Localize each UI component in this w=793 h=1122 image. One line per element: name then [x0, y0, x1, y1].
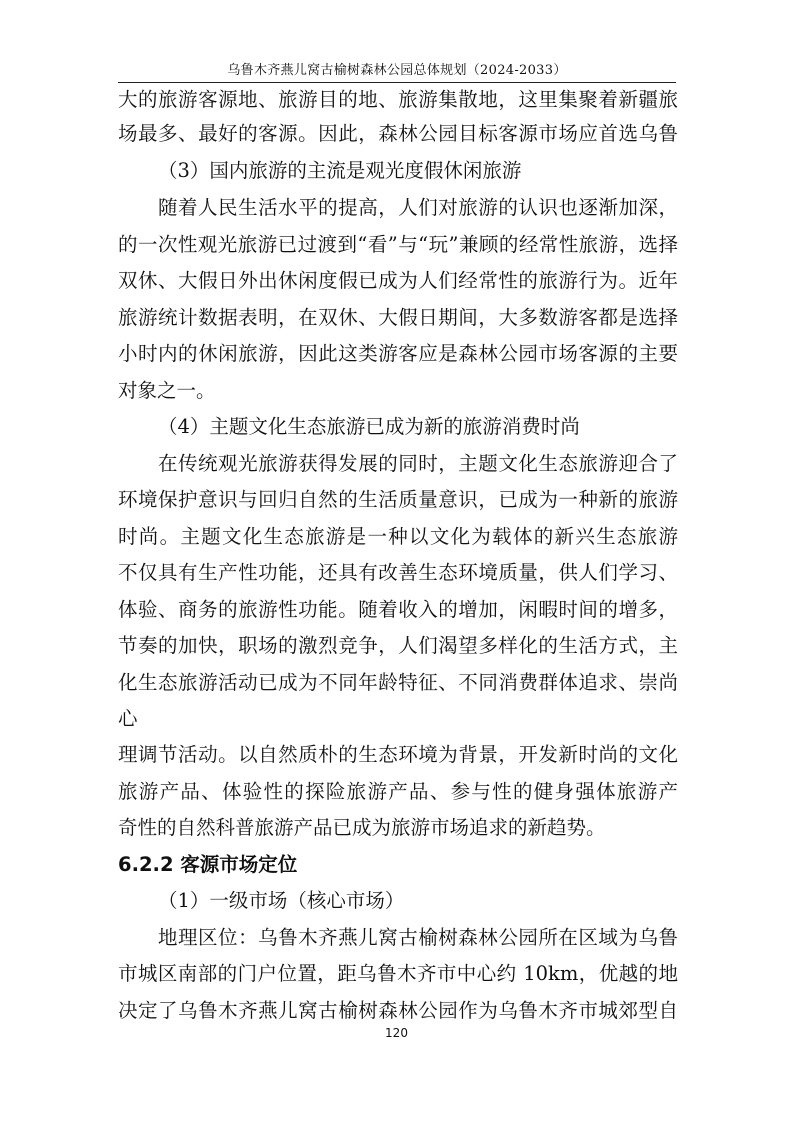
body-line: 市城区南部的门户位置，距乌鲁木齐市中心约 10km，优越的地 — [118, 962, 678, 985]
page-number: 120 — [385, 1026, 408, 1040]
body-line: 时尚。主题文化生态旅游是一种以文化为载体的新兴生态旅游 — [118, 525, 678, 548]
body-line: 旅游产品、体验性的探险旅游产品、参与性的健身强体旅游产 — [118, 780, 678, 803]
body-line: 的一次性观光旅游已过渡到“看”与“玩”兼顾的经常性旅游，选择 — [118, 233, 678, 256]
subsection-heading-1: （1）一级市场（核心市场） — [158, 889, 405, 912]
body-line: 节奏的加快，职场的激烈竞争，人们渴望多样化的生活方式，主 — [118, 634, 678, 657]
body-line: 化生态旅游活动已成为不同年龄特征、不同消费群体追求、崇尚 — [118, 671, 678, 694]
body-line: 心 — [118, 707, 138, 730]
body-line: 对象之一。 — [118, 379, 216, 402]
body-line: 不仅具有生产性功能，还具有改善生态环境质量，供人们学习、 — [118, 561, 678, 584]
body-line: 理调节活动。以自然质朴的生态环境为背景，开发新时尚的文化 — [118, 743, 678, 766]
paragraph-first-line: 随着人民生活水平的提高，人们对旅游的认识也逐渐加深， — [158, 196, 678, 219]
body-line: 旅游统计数据表明，在双休、大假日期间，大多数游客都是选择 — [118, 306, 678, 329]
body-line: 环境保护意识与回归自然的生活质量意识，已成为一种新的旅游 — [118, 488, 678, 511]
body-line: 小时内的休闲旅游，因此这类游客应是森林公园市场客源的主要 — [118, 342, 678, 365]
paragraph-first-line: 在传统观光旅游获得发展的同时，主题文化生态旅游迎合了 — [158, 452, 678, 475]
running-header: 乌鲁木齐燕儿窝古榆树森林公园总体规划（2024-2033） — [227, 63, 567, 78]
paragraph-first-line: 地理区位：乌鲁木齐燕儿窝古榆树森林公园所在区域为乌鲁 — [158, 926, 678, 949]
subsection-heading-4: （4）主题文化生态旅游已成为新的旅游消费时尚 — [158, 415, 580, 438]
subsection-heading-3: （3）国内旅游的主流是观光度假休闲旅游 — [158, 159, 522, 182]
body-line: 奇性的自然科普旅游产品已成为旅游市场追求的新趋势。 — [118, 816, 606, 839]
body-line: 体验、商务的旅游性功能。随着收入的增加，闲暇时间的增多， — [118, 598, 678, 621]
section-heading-6-2-2: 6.2.2 客源市场定位 — [118, 853, 298, 876]
body-line: 场最多、最好的客源。因此，森林公园目标客源市场应首选乌鲁 — [118, 122, 678, 145]
body-line: 大的旅游客源地、旅游目的地、旅游集散地，这里集聚着新疆旅 — [118, 88, 678, 111]
body-line: 决定了乌鲁木齐燕儿窝古榆树森林公园作为乌鲁木齐市城郊型自 — [118, 999, 678, 1022]
body-line: 双休、大假日外出休闲度假已成为人们经常性的旅游行为。近年 — [118, 269, 678, 292]
header-divider — [118, 82, 676, 83]
